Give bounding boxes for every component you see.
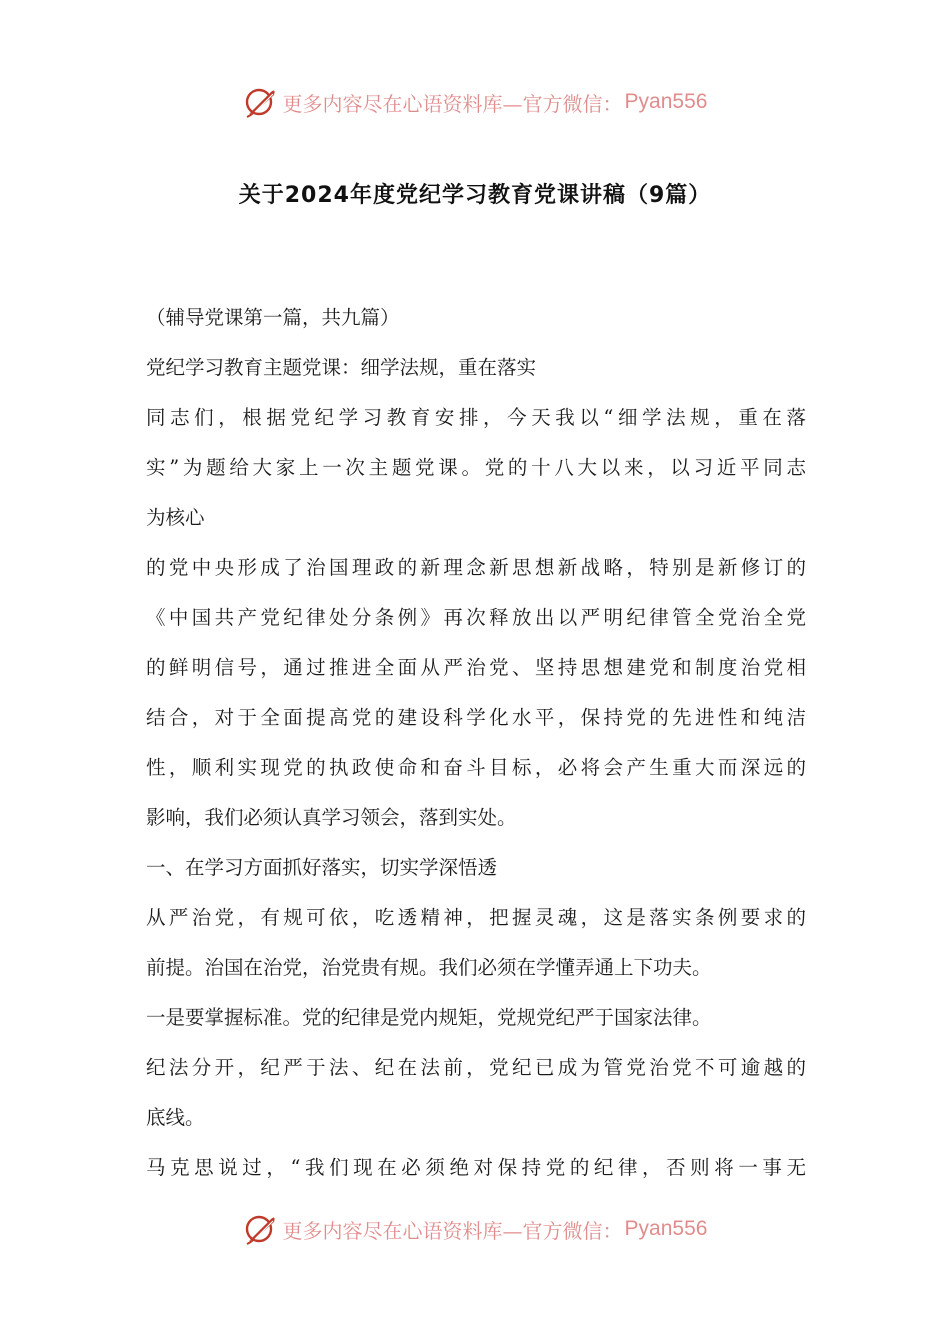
header-wechat-id: Pyan556 <box>624 90 708 113</box>
text-line: 的党中央形成了治国理政的新理念新思想新战略，特别是新修订的 <box>146 556 806 579</box>
quill-pen-logo-icon <box>243 1211 279 1247</box>
text-line: 前提。治国在治党，治党贵有规。我们必须在学懂弄通上下功夫。 <box>146 956 712 979</box>
header-banner <box>0 82 950 122</box>
footer-banner-text: 更多内容尽在心语资料库—官方微信： <box>282 1218 623 1243</box>
header-banner-text: 更多内容尽在心语资料库—官方微信： <box>282 91 623 116</box>
text-line: 结合，对于全面提高党的建设科学化水平，保持党的先进性和纯洁 <box>146 706 806 729</box>
footer-banner <box>0 1209 950 1249</box>
text-line: （辅导党课第一篇，共九篇） <box>146 306 400 329</box>
text-line: 纪法分开，纪严于法、纪在法前，党纪已成为管党治党不可逾越的 <box>146 1056 806 1079</box>
document-title: 关于2024年度党纪学习教育党课讲稿（9篇） <box>238 183 712 208</box>
text-line: 《中国共产党纪律处分条例》再次释放出以严明纪律管全党治全党 <box>146 606 806 629</box>
document-body <box>146 293 806 1193</box>
section-heading: 一、在学习方面抓好落实，切实学深悟透 <box>146 856 498 879</box>
quill-pen-logo-icon <box>243 84 279 120</box>
footer-wechat-id: Pyan556 <box>624 1217 708 1240</box>
text-line: 同志们，根据党纪学习教育安排，今天我以“细学法规，重在落 <box>146 406 806 429</box>
text-line: 实”为题给大家上一次主题党课。党的十八大以来，以习近平同志 <box>146 456 806 479</box>
text-line: 从严治党，有规可依，吃透精神，把握灵魂，这是落实条例要求的 <box>146 906 806 929</box>
text-line: 一是要掌握标准。党的纪律是党内规矩，党规党纪严于国家法律。 <box>146 1006 712 1029</box>
text-line: 为核心 <box>146 506 205 529</box>
text-line: 性，顺利实现党的执政使命和奋斗目标，必将会产生重大而深远的 <box>146 756 806 779</box>
text-line: 马克思说过，“我们现在必须绝对保持党的纪律，否则将一事无 <box>146 1156 806 1179</box>
text-line: 的鲜明信号，通过推进全面从严治党、坚持思想建党和制度治党相 <box>146 656 806 679</box>
text-line: 影响，我们必须认真学习领会，落到实处。 <box>146 806 517 829</box>
text-line: 党纪学习教育主题党课：细学法规，重在落实 <box>146 356 537 379</box>
text-line: 底线。 <box>146 1106 205 1129</box>
